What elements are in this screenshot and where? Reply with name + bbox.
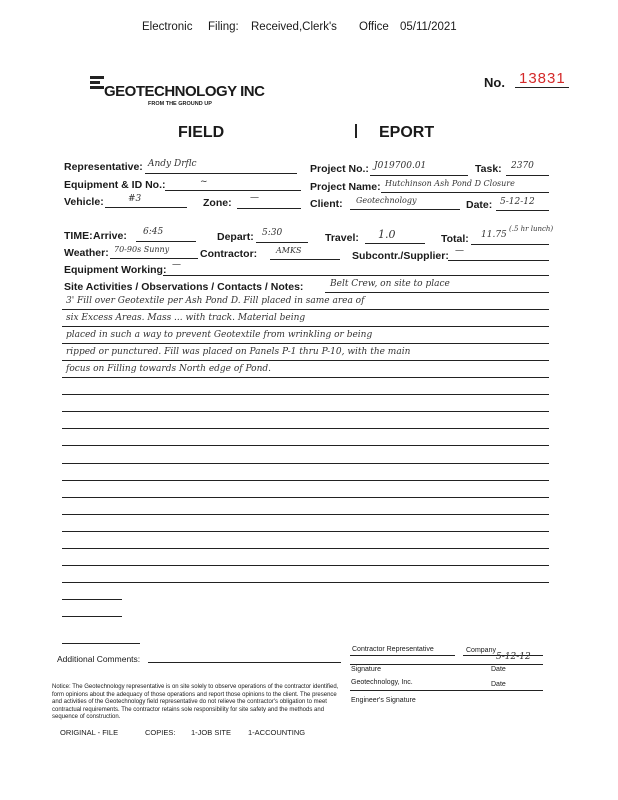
- representative-value: Andy Drflc: [148, 159, 197, 169]
- depart-value: 5:30: [262, 228, 283, 238]
- copy-original: ORIGINAL - FILE: [60, 728, 119, 737]
- report-no-value: 13831: [519, 70, 566, 87]
- equipment-value: ~: [200, 177, 208, 187]
- total-label: Total:: [441, 233, 469, 245]
- client-label: Client:: [310, 198, 343, 210]
- arrive-value: 6:45: [143, 227, 164, 237]
- logo-mark-icon: [90, 76, 104, 94]
- engineer-signature-label: Engineer's Signature: [351, 697, 416, 704]
- stamp-electronic: Electronic: [142, 21, 193, 33]
- depart-label: Depart:: [217, 231, 254, 243]
- arrive-label: Arrive:: [93, 230, 127, 242]
- additional-comments-label: Additional Comments:: [57, 654, 141, 664]
- project-name-label: Project Name:: [310, 181, 381, 193]
- notice-text: Notice: The Geotechnology representative is on site solely to observe operations of the contractor identified, form opinions about the adequacy of those operations and report those opinions to the client. The presence and activities of the Geotechnology field representative do not relieve the contractor's obligation to meet contractual requirements. The contractor retains sole responsibility for site safety and the methods and sequence of construction.: [52, 684, 339, 720]
- weather-label: Weather:: [64, 247, 109, 259]
- note-line-6: focus on Filling towards North edge of Pond.: [66, 364, 272, 374]
- date-value: 5-12-12: [500, 197, 535, 207]
- task-value: 2370: [511, 161, 534, 171]
- subcontr-label: Subcontr./Supplier:: [352, 250, 449, 262]
- zone-label: Zone:: [203, 197, 232, 209]
- report-no-label: No.: [484, 75, 505, 90]
- note-line-2: 3' Fill over Geotextile per Ash Pond D. Fill placed in same area of: [66, 296, 365, 306]
- total-value: 11.75: [481, 230, 507, 240]
- company-label: Company: [466, 647, 496, 654]
- date-label: Date:: [466, 199, 493, 211]
- title-gap-mark: [355, 124, 357, 138]
- copy-job-site: 1-JOB SITE: [191, 728, 232, 737]
- weather-value: 70-90s Sunny: [114, 245, 170, 254]
- stamp-filing: Filing:: [208, 21, 239, 33]
- contractor-rep-label: Contractor Representative: [352, 646, 434, 653]
- note-line-4: placed in such a way to prevent Geotextile from wrinkling or being: [66, 330, 373, 340]
- contractor-value: AMKS: [276, 246, 302, 255]
- note-line-5: ripped or punctured. Fill was placed on Panels P-1 thru P-10, with the main: [66, 347, 411, 357]
- project-name-value: Hutchinson Ash Pond D Closure: [385, 179, 515, 188]
- signature-label: Signature: [351, 666, 381, 673]
- equipment-working-value: —: [172, 260, 181, 270]
- geotech-label: Geotechnology, Inc.: [351, 679, 413, 686]
- equipment-label: Equipment & ID No.:: [64, 179, 166, 191]
- contractor-label: Contractor:: [200, 248, 258, 260]
- note-line-1: Belt Crew, on site to place: [330, 279, 450, 289]
- client-value: Geotechnology: [356, 196, 417, 205]
- travel-value: 1.0: [378, 228, 396, 241]
- copies-label: COPIES:: [145, 728, 176, 737]
- logo-name: GEOTECHNOLOGY INC: [104, 83, 265, 100]
- travel-label: Travel:: [325, 232, 359, 244]
- signature-date-value: 5-12-12: [496, 652, 531, 662]
- report-no-line: [515, 87, 569, 88]
- note-line-3: six Excess Areas. Mass ... with track. Material being: [66, 313, 306, 323]
- geotech-date-label: Date: [491, 681, 506, 688]
- project-no-value: J019700.01: [374, 161, 427, 171]
- logo-tagline: FROM THE GROUND UP: [148, 101, 212, 107]
- equipment-working-label: Equipment Working:: [64, 264, 167, 276]
- site-activities-label: Site Activities / Observations / Contacts / Notes:: [64, 281, 304, 293]
- project-no-label: Project No.:: [310, 163, 369, 175]
- vehicle-label: Vehicle:: [64, 196, 104, 208]
- stamp-received: Received,Clerk's: [251, 21, 337, 33]
- signature-date-label: Date: [491, 666, 506, 673]
- time-label: TIME:: [64, 230, 93, 242]
- zone-value: —: [250, 193, 259, 203]
- vehicle-value: #3: [128, 194, 142, 204]
- title-field: FIELD: [178, 124, 225, 141]
- stamp-date: 05/11/2021: [400, 21, 457, 33]
- copy-accounting: 1-ACCOUNTING: [248, 728, 306, 737]
- title-report: EPORT: [379, 124, 435, 141]
- total-note: (.5 hr lunch): [509, 225, 554, 233]
- stamp-office: Office: [359, 21, 389, 33]
- representative-label: Representative:: [64, 161, 143, 173]
- subcontr-value: —: [455, 246, 464, 256]
- task-label: Task:: [475, 163, 502, 175]
